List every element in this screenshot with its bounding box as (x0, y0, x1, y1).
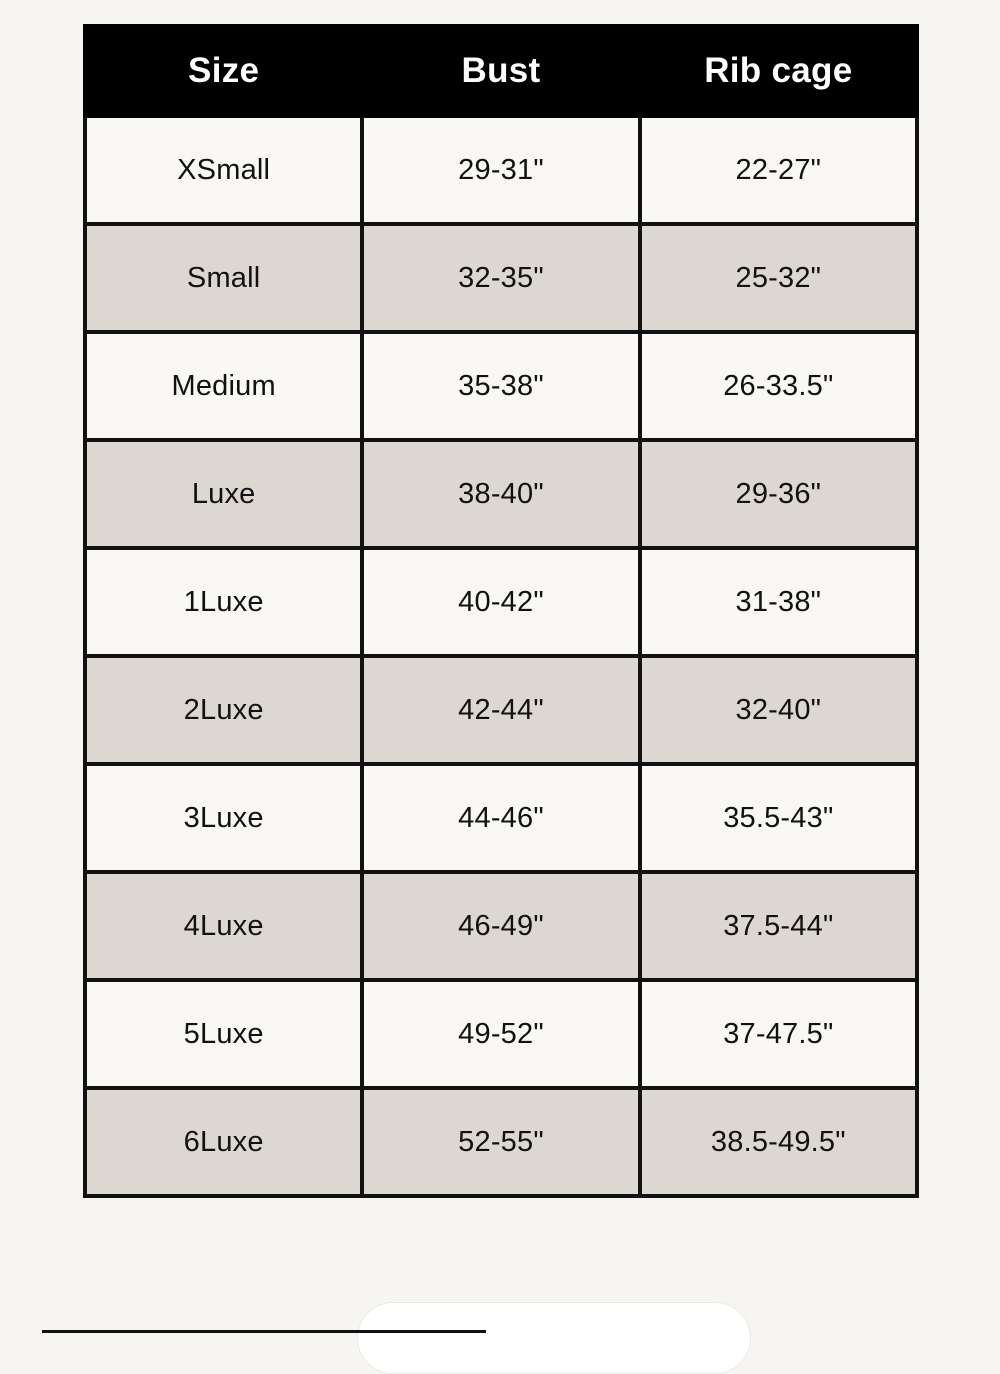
table-row (85, 1088, 917, 1196)
column-header-size: Size (85, 26, 362, 116)
table-row (85, 548, 917, 656)
size-cell: 3Luxe (85, 764, 362, 872)
bust-cell: 29-31" (362, 116, 639, 224)
bust-cell: 46-49" (362, 872, 639, 980)
table-row (85, 440, 917, 548)
size-cell: XSmall (85, 116, 362, 224)
rib-cage-cell: 22-27" (640, 116, 917, 224)
column-header-rib-cage: Rib cage (640, 26, 917, 116)
table-row (85, 224, 917, 332)
size-chart-body (85, 116, 917, 1196)
size-cell: 4Luxe (85, 872, 362, 980)
bottom-pill-button[interactable] (357, 1302, 751, 1374)
size-cell: 5Luxe (85, 980, 362, 1088)
bust-cell: 40-42" (362, 548, 639, 656)
size-cell: Small (85, 224, 362, 332)
table-row (85, 764, 917, 872)
table-row (85, 656, 917, 764)
bust-cell: 32-35" (362, 224, 639, 332)
size-cell: 2Luxe (85, 656, 362, 764)
table-row (85, 332, 917, 440)
rib-cage-cell: 29-36" (640, 440, 917, 548)
size-cell: Luxe (85, 440, 362, 548)
table-row (85, 980, 917, 1088)
rib-cage-cell: 26-33.5" (640, 332, 917, 440)
size-chart-header (85, 26, 917, 116)
bust-cell: 44-46" (362, 764, 639, 872)
table-row (85, 872, 917, 980)
size-cell: Medium (85, 332, 362, 440)
rib-cage-cell: 31-38" (640, 548, 917, 656)
column-header-bust: Bust (362, 26, 639, 116)
rib-cage-cell: 37-47.5" (640, 980, 917, 1088)
size-cell: 1Luxe (85, 548, 362, 656)
rib-cage-cell: 37.5-44" (640, 872, 917, 980)
bust-cell: 38-40" (362, 440, 639, 548)
rib-cage-cell: 32-40" (640, 656, 917, 764)
table-row (85, 116, 917, 224)
bust-cell: 42-44" (362, 656, 639, 764)
header-row (85, 26, 917, 116)
bust-cell: 52-55" (362, 1088, 639, 1196)
size-chart-table (83, 24, 919, 1198)
rib-cage-cell: 38.5-49.5" (640, 1088, 917, 1196)
bust-cell: 49-52" (362, 980, 639, 1088)
bust-cell: 35-38" (362, 332, 639, 440)
rib-cage-cell: 25-32" (640, 224, 917, 332)
size-cell: 6Luxe (85, 1088, 362, 1196)
rib-cage-cell: 35.5-43" (640, 764, 917, 872)
